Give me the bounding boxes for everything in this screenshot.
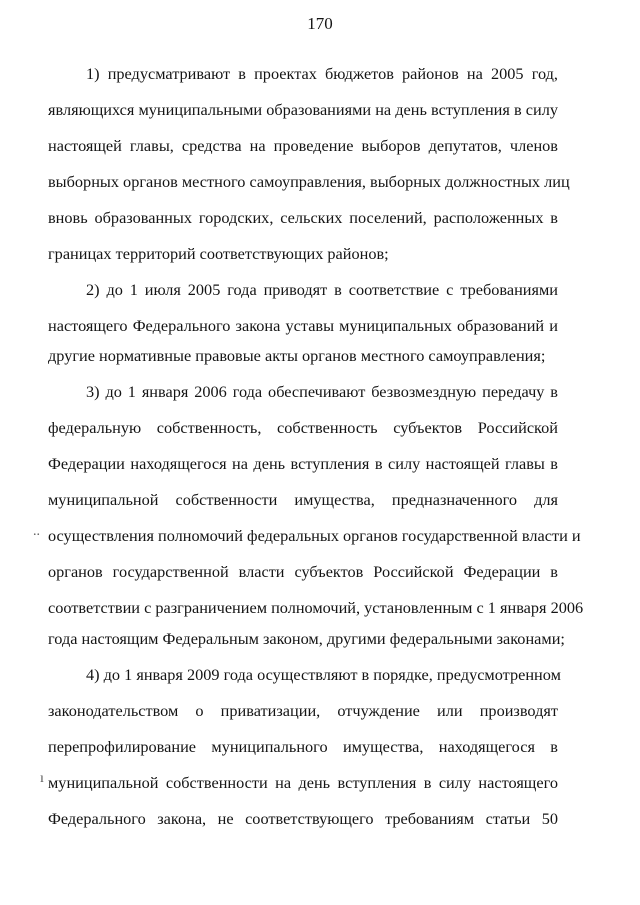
paragraph-3-line-2: федеральную собственность, собственность субъектов Российской [48,418,558,437]
paragraph-1-line-5: вновь образованных городских, сельских поселений, расположенных в [48,208,558,227]
paragraph-4-line-5: Федерального закона, не соответствующего требованиям статьи 50 [48,809,558,828]
paragraph-1-line-3: настоящей главы, средства на проведение выборов депутатов, членов [48,136,558,155]
paragraph-2-line-3: другие нормативные правовые акты органов местного самоуправления; [48,346,546,365]
paragraph-3-line-1: 3) до 1 января 2006 года обеспечивают безвозмездную передачу в [86,382,558,401]
paragraph-1-line-4: выборных органов местного самоуправления, выборных должностных лиц [48,172,570,191]
paragraph-4-line-3: перепрофилирование муниципального имущества, находящегося в [48,737,558,756]
page-number: 170 [307,14,333,33]
paragraph-3-line-4: муниципальной собственности имущества, предназначенного для [48,490,558,509]
paragraph-2-line-1: 2) до 1 июля 2005 года приводят в соответствие с требованиями [86,280,558,299]
margin-mark: ı [40,771,44,786]
paragraph-2-line-2: настоящего Федерального закона уставы муниципальных образований и [48,316,558,335]
paragraph-3-line-6: органов государственной власти субъектов Российской Федерации в [48,562,558,581]
paragraph-1-line-2: являющихся муниципальными образованиями на день вступления в силу [48,100,558,119]
paragraph-3-line-3: Федерации находящегося на день вступления в силу настоящей главы в [48,454,558,473]
margin-mark: .. [33,524,40,539]
paragraph-4-line-4: муниципальной собственности на день вступления в силу настоящего [48,773,558,792]
paragraph-3-line-7: соответствии с разграничением полномочий, установленным с 1 января 2006 [48,598,584,617]
paragraph-4-line-1: 4) до 1 января 2009 года осуществляют в порядке, предусмотренном [86,665,561,684]
paragraph-4-line-2: законодательством о приватизации, отчуждение или производят [48,701,558,720]
paragraph-1-line-1: 1) предусматривают в проектах бюджетов районов на 2005 год, [86,64,558,83]
paragraph-1-line-6: границах территорий соответствующих районов; [48,244,389,263]
paragraph-3-line-5: осуществления полномочий федеральных органов государственной власти и [48,526,581,545]
paragraph-3-line-8: года настоящим Федеральным законом, другими федеральными законами; [48,629,565,648]
